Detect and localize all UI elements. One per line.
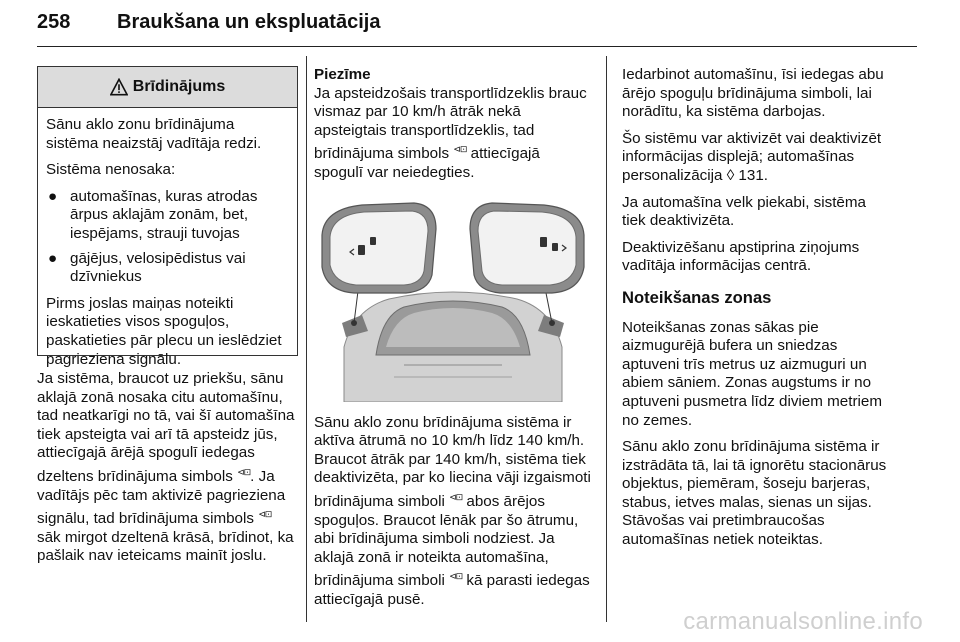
header-rule [37,46,917,47]
warning-text: Pirms joslas maiņas noteikti ieskatieties visos spoguļos, paskatieties pār plecu un ieslēdziet pagrieziena signālu. [46,294,282,368]
section-heading: Noteikšanas zonas [622,287,772,307]
note-text: Ja apsteidzošais transportlīdzeklis brauc vismaz par 10 km/h ātrāk nekā apsteigtais transportlīdzeklis, tad brīdinājuma simbols ⊲⊡ attiecīgajā spogulī var neiedegties. [314,84,587,182]
note-title: Piezīme [314,66,371,83]
page-reference[interactable]: ◊ 131. [726,166,768,184]
body-paragraph: Iedarbinot automašīnu, īsi iedegas abu ārējo spoguļu brīdinājuma simboli, lai norādītu, ka sistēma darbojas. [622,66,884,121]
column-3 [622,66,890,550]
body-paragraph: Ja sistēma, braucot uz priekšu, sānu aklajā zonā nosaka citu automašīnu, tad neatkarīgi no tā, vai šī automašīna tiek apsteigta vai arī tā apsteidz jūs, attiecīgajā ārējā spogulī iedegas dzeltens brīdinājuma simbols ⊲⊡. Ja vadītājs pēc tam aktivizē pagrieziena signālu, tad brīdinājuma simbols ⊲⊡ sāk mirgot dzeltenā krāsā, brīdinot, ka pašlaik nav ieteicams mainīt joslu. [37,370,295,565]
page-number: 258 [37,11,71,33]
column-divider [606,56,607,622]
body-paragraph: Ja automašīna velk piekabi, sistēma tiek deaktivizēta. [622,193,866,230]
column-2 [314,66,592,610]
bullet-icon: ● [48,249,58,267]
warning-list [46,188,289,287]
warning-triangle-icon [110,78,128,96]
body-paragraph: Šo sistēmu var aktivizēt vai deaktivizēt informācijas displejā; automašīnas personalizācija ◊ 131. [622,129,882,184]
blind-spot-warning-icon: ⊲⊡ [453,144,467,155]
body-paragraph: Sānu aklo zonu brīdinājuma sistēma ir izstrādāta tā, lai tā ignorētu stacionārus objektus, piemēram, šoseju barjeras, stabus, ietves malas, sienas un sijas. Stāvošas vai pretimbraucošas automašīnas netiek noteiktas. [622,438,887,549]
page-title: Braukšana un ekspluatācija [117,11,381,33]
warning-list-item: ● gājējus, velosipēdistus vai dzīvniekus [48,249,246,286]
mirror-illustration [314,197,592,402]
blind-spot-warning-icon: ⊲⊡ [258,509,272,520]
column-divider [306,56,307,622]
warning-header [38,67,297,108]
warning-text: Sistēma nenosaka: [46,161,176,179]
body-paragraph: Deaktivizēšanu apstiprina ziņojums vadītāja informācijas centrā. [622,238,860,275]
warning-list-item: ● automašīnas, kuras atrodas ārpus aklajām zonām, bet, iespējams, strauji tuvojas [48,187,258,242]
blind-spot-warning-icon: ⊲⊡ [449,492,463,502]
warning-box [37,66,298,368]
warning-text: Sānu aklo zonu brīdinājuma sistēma neaizstāj vadītāja redzi. [46,116,262,152]
body-paragraph: Sānu aklo zonu brīdinājuma sistēma ir aktīva ātrumā no 10 km/h līdz 140 km/h. Braucot ātrāk par 140 km/h, sistēma tiek deaktivizēta, par ko liecina vāji izgaismoti brīdinājuma simboli ⊲⊡ abos ārējos spoguļos. Braucot lēnāk par šo ātrumu, abi brīdinājuma simboli nodziest. Ja aklajā zonā ir noteikta automašīna, brīdinājuma simboli ⊲⊡ kā parasti iedegas attiecīgajā pusē. [314,413,591,609]
column-1-text [37,370,299,566]
watermark: carmanualsonline.info [683,608,923,635]
warning-title: Brīdinājums [132,78,226,95]
page-header [37,5,917,45]
bullet-icon: ● [48,187,58,205]
blind-spot-warning-icon: ⊲⊡ [237,466,251,477]
blind-spot-warning-icon: ⊲⊡ [449,571,463,582]
body-paragraph: Noteikšanas zonas sākas pie aizmugurējā bufera un sniedzas aptuveni trīs metrus uz aizmuguri un abiem sāniem. Zonas augstums ir no aptuveni pusmetra līdz diviem metriem no zemes. [622,318,882,429]
